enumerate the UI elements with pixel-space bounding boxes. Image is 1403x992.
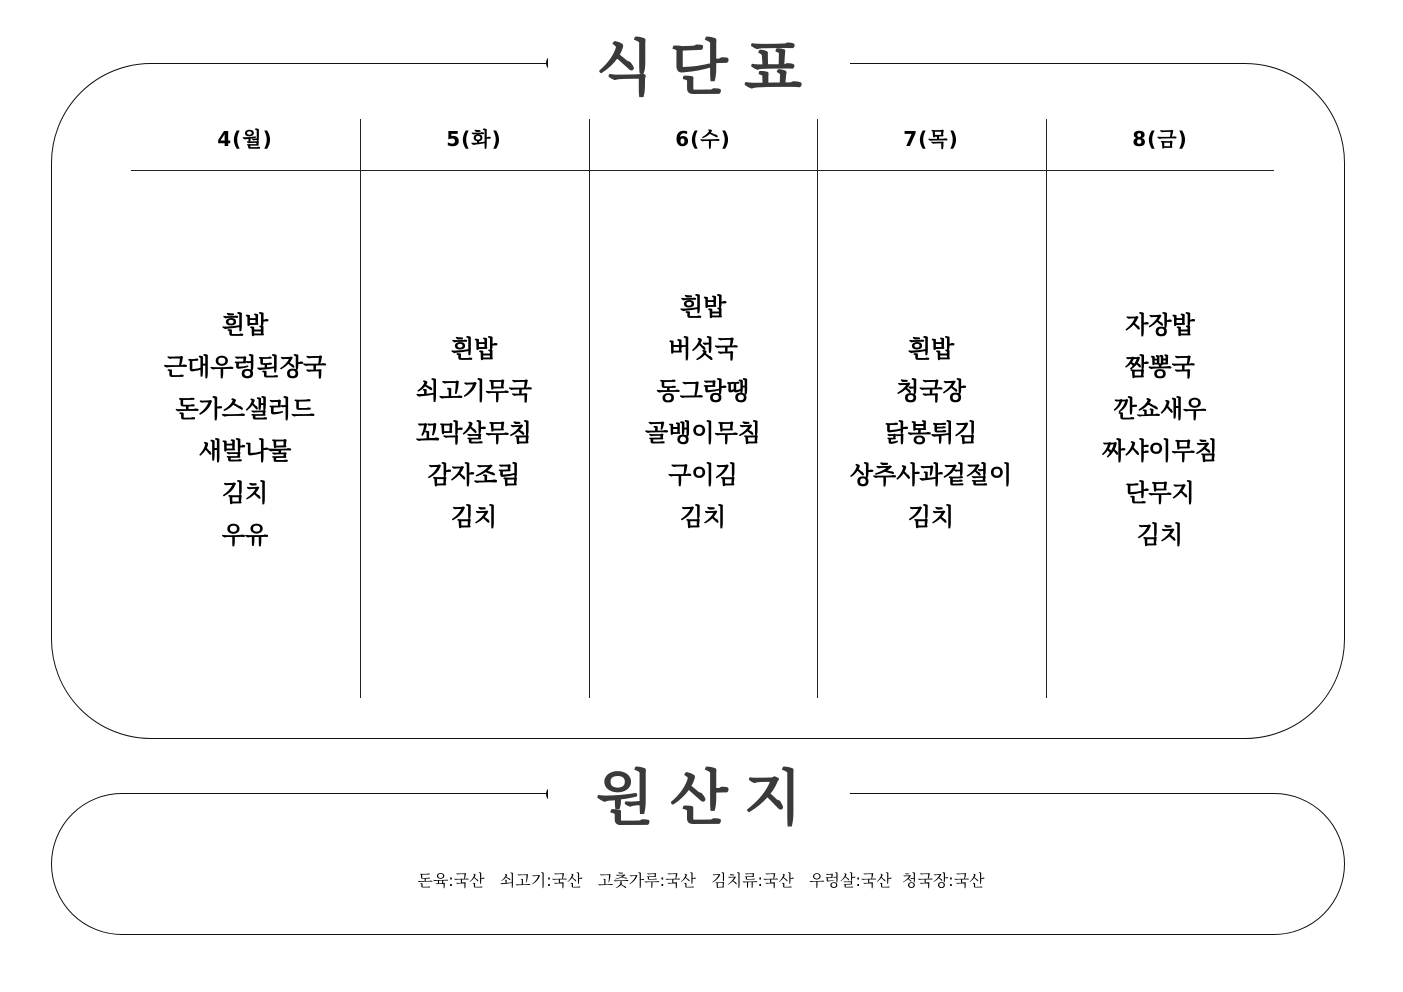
day-menu-wed [589,286,817,538]
menu-item: 돈가스샐러드 [175,395,315,423]
day-header-mon: 4(월) [217,127,273,151]
day-menu-tue [360,328,588,538]
menu-item: 새발나물 [198,437,292,465]
menu-item: 깐쇼새우 [1113,395,1207,423]
menu-item: 근대우렁된장국 [163,353,327,381]
day-header-tue: 5(화) [446,127,502,151]
day-header-wed: 6(수) [675,127,731,151]
menu-item: 김치 [1136,521,1184,549]
menu-item: 꼬막살무침 [416,419,532,447]
menu-item: 쇠고기무국 [416,377,532,405]
day-menu-mon [131,304,359,556]
menu-item: 구이김 [668,461,738,489]
origin-title: 원산지 [596,764,818,834]
menu-item: 골뱅이무침 [645,419,761,447]
day-header-thu: 7(목) [903,127,959,151]
menu-item: 상추사과겉절이 [849,461,1013,489]
day-menu-fri [1046,304,1274,556]
day-menu-thu [817,328,1045,538]
menu-item: 짜샤이무침 [1102,437,1218,465]
menu-item: 흰밥 [679,293,727,321]
menu-item: 흰밥 [450,335,498,363]
menu-item: 단무지 [1125,479,1195,507]
menu-title: 식단표 [596,34,818,104]
origin-title-wrap [548,754,850,834]
menu-item: 김치 [907,503,955,531]
menu-item: 감자조림 [427,461,521,489]
menu-item: 자장밥 [1125,311,1195,339]
menu-title-wrap [548,24,850,104]
menu-item: 김치 [450,503,498,531]
menu-item: 김치 [679,503,727,531]
menu-item: 흰밥 [221,311,269,339]
menu-item: 동그랑땡 [656,377,750,405]
menu-item: 닭봉튀김 [884,419,978,447]
menu-item: 우유 [221,521,269,549]
origin-text: 돈육:국산 쇠고기:국산 고춧가루:국산 김치류:국산 우렁살:국산 청국장:국산 [417,871,985,890]
menu-item: 버섯국 [668,335,738,363]
menu-item: 흰밥 [907,335,955,363]
menu-item: 청국장 [896,377,966,405]
day-header-fri: 8(금) [1132,127,1188,151]
menu-item: 짬뽕국 [1125,353,1195,381]
menu-item: 김치 [221,479,269,507]
header-divider [131,170,1274,171]
